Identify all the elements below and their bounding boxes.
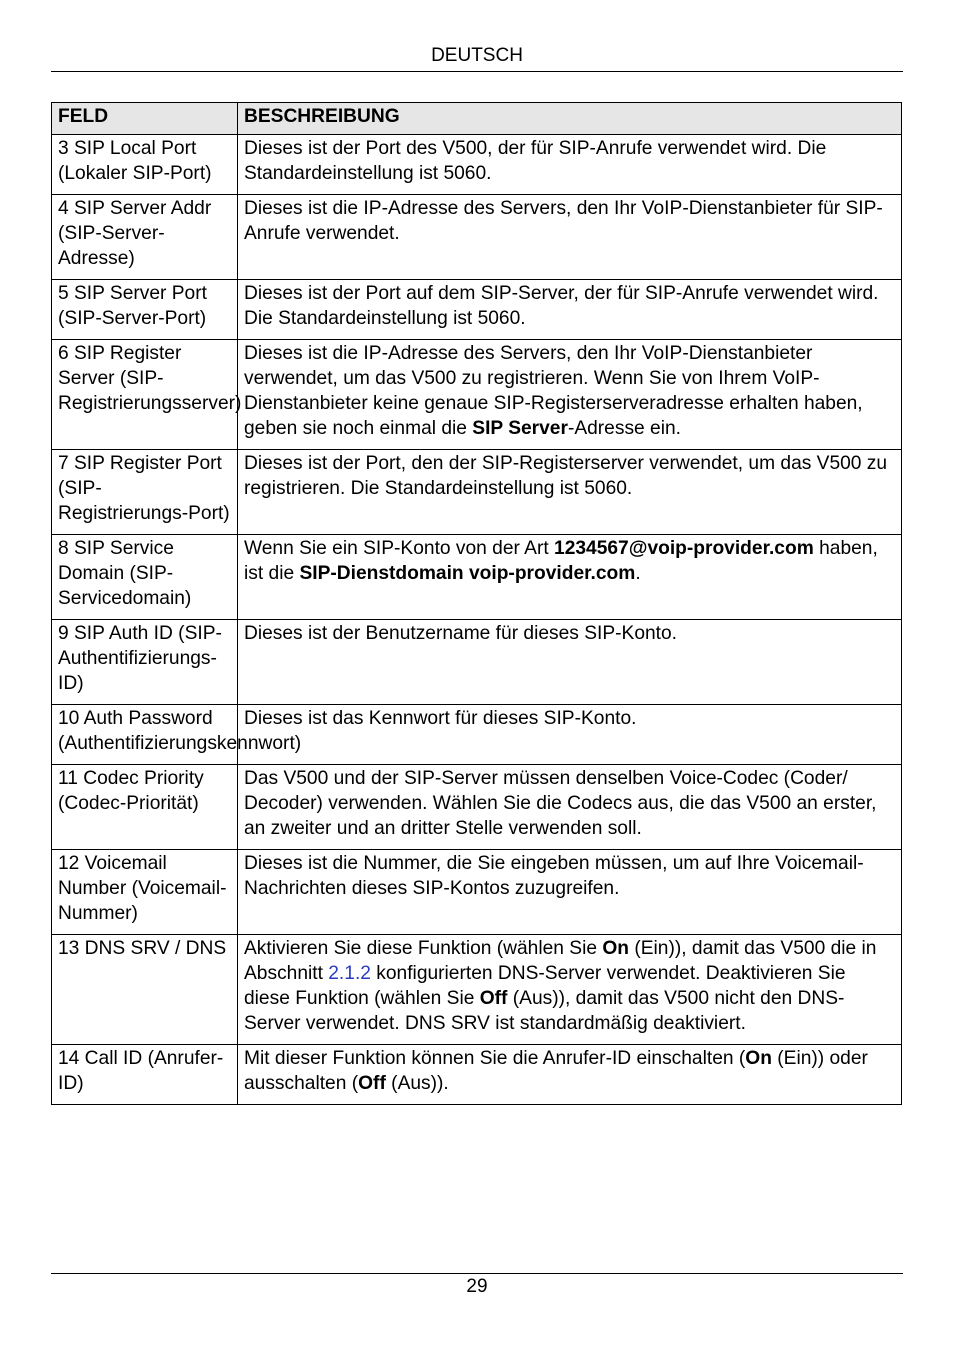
bold-term: SIP-Dienstdomain voip-provider.com (299, 563, 636, 584)
description-text: . (635, 563, 641, 584)
table-row (52, 340, 902, 450)
field-description-cell (238, 620, 902, 705)
field-description-cell (238, 705, 902, 765)
table-row (52, 535, 902, 620)
bold-term: Off (479, 988, 508, 1009)
field-name-cell: 13 DNS SRV / DNS (52, 935, 238, 1045)
field-description-cell (238, 280, 902, 340)
field-name-cell: 11 Codec Priority (Codec-Priorität) (52, 765, 238, 850)
bold-term: Off (358, 1073, 386, 1094)
field-description-cell (238, 1045, 902, 1105)
table-row (52, 135, 902, 195)
table-row (52, 450, 902, 535)
table-header-row (52, 103, 902, 135)
field-name-cell: 4 SIP Server Addr (SIP-Server-Adresse) (52, 195, 238, 280)
table-row (52, 280, 902, 340)
field-description-cell (238, 450, 902, 535)
field-name-cell: 10 Auth Password (Authentifizierungskennwort) (52, 705, 238, 765)
field-name-cell: 3 SIP Local Port (Lokaler SIP-Port) (52, 135, 238, 195)
field-name-cell: 6 SIP Register Server (SIP-Registrierungsserver) (52, 340, 238, 450)
description-text: -Adresse ein. (567, 418, 681, 439)
footer-divider (51, 1273, 903, 1274)
table-row (52, 765, 902, 850)
field-description-cell (238, 765, 902, 850)
description-text: Dieses ist das Kennwort für dieses SIP-Konto. (244, 708, 637, 729)
description-text: (Aus)), damit das V500 nicht den DNS-Server verwendet. DNS SRV ist standardmäßig deaktiviert. (244, 988, 845, 1034)
field-name-cell: 14 Call ID (Anrufer-ID) (52, 1045, 238, 1105)
bold-term: On (745, 1048, 772, 1069)
description-text: Dieses ist der Benutzername für dieses SIP-Konto. (244, 623, 677, 644)
description-text: Wenn Sie ein SIP-Konto von der Art (244, 538, 555, 559)
table-row (52, 620, 902, 705)
table-row (52, 705, 902, 765)
description-text: Das V500 und der SIP-Server müssen denselben Voice-Codec (Coder/ Decoder) verwenden. Wählen Sie die Codecs aus, die das V500 an erster, an zweiter und an dritter Stelle verwenden soll. (244, 768, 877, 839)
field-name-cell: 12 Voicemail Number (Voicemail-Nummer) (52, 850, 238, 935)
header-divider (51, 71, 903, 72)
column-header-field: FELD (52, 103, 238, 135)
field-description-table (51, 102, 902, 1105)
bold-term: On (602, 938, 630, 959)
page-header-title: DEUTSCH (431, 45, 523, 66)
bold-term: 1234567@voip-provider.com (554, 538, 814, 559)
description-text: konfigurierten DNS-Server verwendet. Deaktivieren Sie diese Funktion (wählen Sie (244, 963, 846, 1009)
field-description-cell (238, 935, 902, 1045)
table-row (52, 850, 902, 935)
field-name-cell: 7 SIP Register Port (SIP-Registrierungs-Port) (52, 450, 238, 535)
field-name-cell: 9 SIP Auth ID (SIP-Authentifizierungs-ID) (52, 620, 238, 705)
field-description-cell (238, 135, 902, 195)
description-text: haben, ist die (244, 538, 878, 584)
description-text: Dieses ist der Port des V500, der für SIP-Anrufe verwendet wird. Die Standardeinstellung ist 5060. (244, 138, 827, 184)
field-description-cell (238, 340, 902, 450)
table-row (52, 195, 902, 280)
table-row (52, 935, 902, 1045)
field-description-cell (238, 195, 902, 280)
field-name-cell: 5 SIP Server Port (SIP-Server-Port) (52, 280, 238, 340)
description-text: Dieses ist die IP-Adresse des Servers, den Ihr VoIP-Dienstanbieter für SIP-Anrufe verwendet. (244, 198, 883, 244)
field-description-cell (238, 850, 902, 935)
description-text: (Ein)), damit das V500 die in Abschnitt (244, 938, 877, 984)
description-text: Dieses ist die IP-Adresse des Servers, den Ihr VoIP-Dienstanbieter verwendet, um das V500 zu registrieren. Wenn Sie von Ihrem VoIP-Dienstanbieter keine genaue SIP-Registerserveradresse erhalten haben, geben sie noch einmal die (244, 343, 863, 439)
field-description-cell (238, 535, 902, 620)
description-text: (Ein)) oder ausschalten ( (244, 1048, 868, 1094)
description-text: Dieses ist der Port, den der SIP-Registerserver verwendet, um das V500 zu registrieren. Die Standardeinstellung ist 5060. (244, 453, 888, 499)
table-row (52, 1045, 902, 1105)
column-header-description: BESCHREIBUNG (238, 103, 902, 135)
description-text: Mit dieser Funktion können Sie die Anrufer-ID einschalten ( (244, 1048, 746, 1069)
description-text: Dieses ist der Port auf dem SIP-Server, der für SIP-Anrufe verwendet wird. Die Standardeinstellung ist 5060. (244, 283, 879, 329)
page-number: 29 (466, 1276, 488, 1297)
section-link[interactable]: 2.1.2 (328, 963, 371, 984)
field-name-cell: 8 SIP Service Domain (SIP-Servicedomain) (52, 535, 238, 620)
description-text: Dieses ist die Nummer, die Sie eingeben müssen, um auf Ihre Voicemail-Nachrichten dieses SIP-Kontos zuzugreifen. (244, 853, 864, 899)
description-text: Aktivieren Sie diese Funktion (wählen Sie (244, 938, 603, 959)
bold-term: SIP Server (472, 418, 568, 439)
description-text: (Aus)). (385, 1073, 449, 1094)
